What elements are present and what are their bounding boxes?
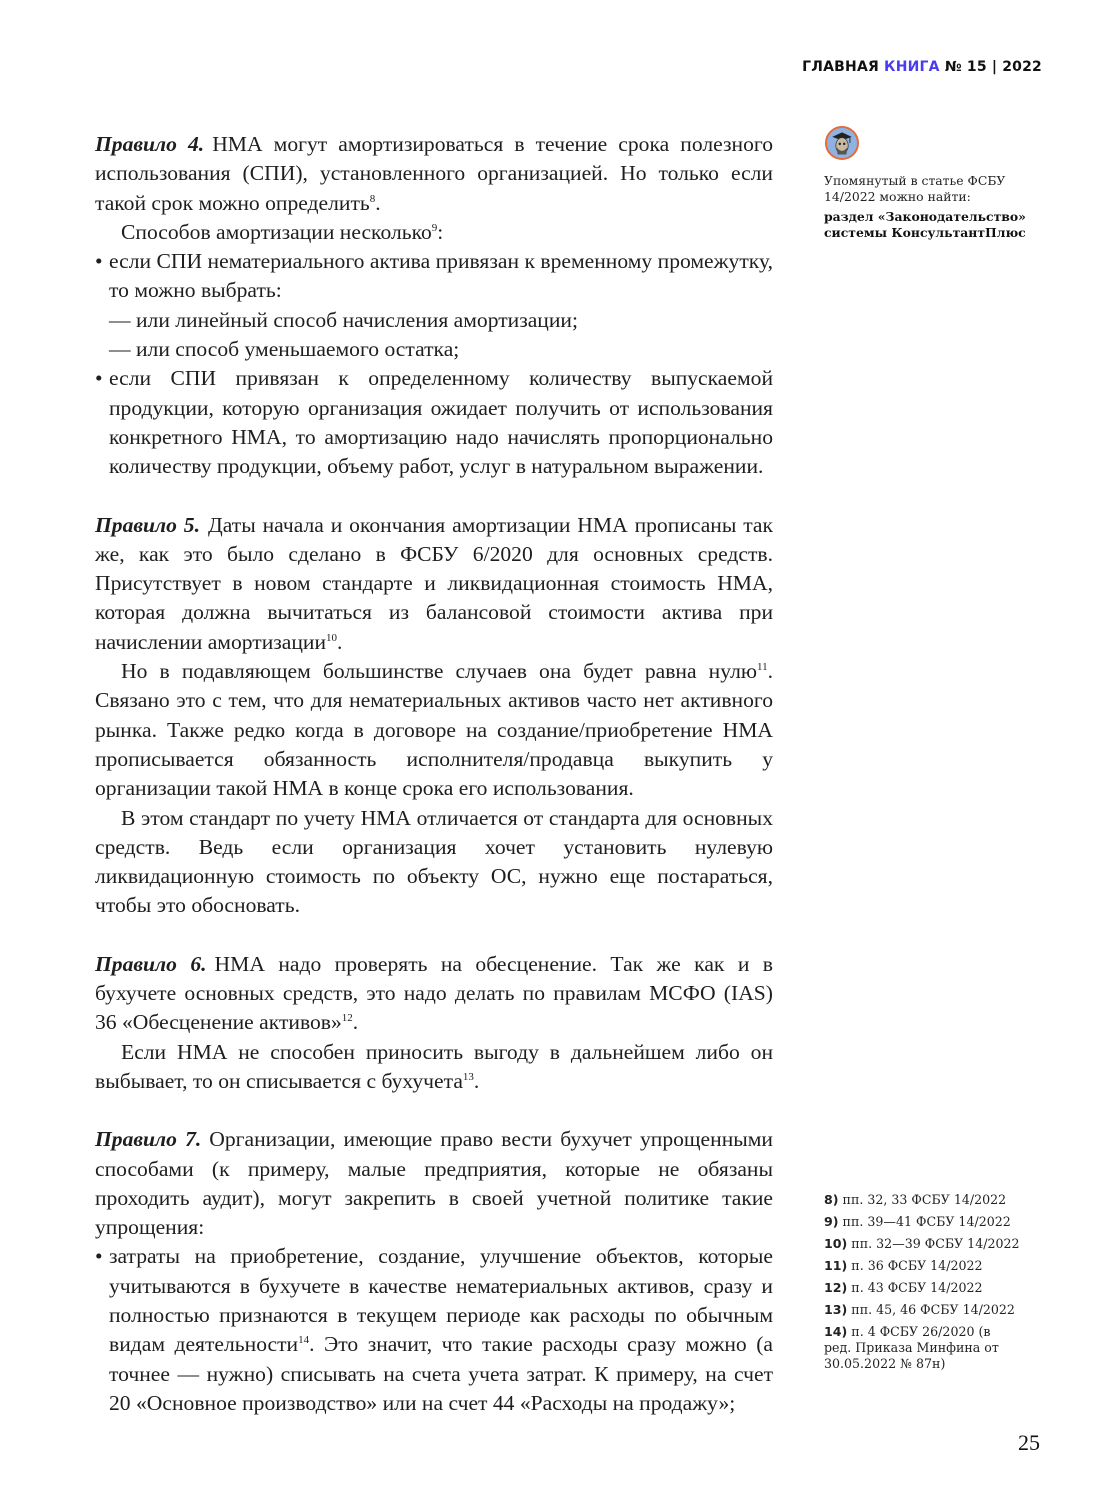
rule-label: Правило 5. (95, 512, 201, 537)
rule-label: Правило 4. (95, 132, 205, 156)
sidebar-note-text: Упомянутый в статье ФСБУ 14/2022 можно найти: (824, 173, 1006, 204)
footnote-ref[interactable]: 11 (757, 661, 768, 674)
rule-4-paragraph: Правило 4. НМА могут амортизироваться в течение срока полезного использования (СПИ), установленного организацией. Но только если такой срок можно определить$^8$. (95, 132, 773, 215)
bullet-icon: • (95, 249, 103, 274)
bullet-icon: • (95, 366, 103, 391)
footnote-item: 8) пп. 32, 33 ФСБУ 14/2022 (824, 1192, 1007, 1207)
dash-list (109, 306, 773, 365)
footnote-ref[interactable]: 8 (369, 192, 376, 205)
footnote-item: 12) п. 43 ФСБУ 14/2022 (824, 1280, 983, 1295)
rule-7 (95, 1125, 773, 1418)
rule-6-paragraph: Правило 6. НМА надо проверять на обесценение. Так же как и в бухучете основных средств, это надо делать по правилам МСФО (IAS) 36 «Обесценение активов»$^{12}$. (95, 951, 773, 1035)
footnote-item: 13) пп. 45, 46 ФСБУ 14/2022 (824, 1302, 1015, 1317)
list-item: • если СПИ нематериального актива привязан к временному промежутку, то можно выбрать: — или линейный способ начисления амортизации; — или способ уменьшаемого остатка; (95, 247, 773, 364)
rule-label: Правило 6. (95, 951, 207, 976)
article-body (95, 130, 773, 1447)
footnote-ref[interactable]: 13 (462, 1070, 474, 1083)
brand-name-part2: КНИГА (884, 59, 940, 75)
rule-4-methods-intro: Способов амортизации несколько$^9$: (121, 219, 444, 244)
rule-label: Правило 7. (95, 1127, 202, 1152)
rule-5 (95, 511, 773, 921)
footnote-item: 14) п. 4 ФСБУ 26/2020 (в ред. Приказа Минфина от 30.05.2022 № 87н) (824, 1324, 999, 1371)
rule-4 (95, 130, 773, 482)
list-item: • затраты на приобретение, создание, улучшение объектов, которые учитываются в бухучете в качестве нематериальных активов, сразу и полностью признаются в текущем периоде как расходы по обычным видам деятельности$^{14}$. Это значит, что такие расходы сразу можно (а точнее — нужно) списывать на счета учета затрат. К примеру, на счет 20 «Основное производство» или на счет 44 «Расходы на продажу»; (95, 1244, 773, 1415)
footnote-ref[interactable]: 12 (341, 1012, 353, 1025)
page-number: 25 (1018, 1430, 1040, 1455)
bullet-icon: • (95, 1244, 103, 1269)
rule-5-paragraph-2: Но в подавляющем большинстве случаев она будет равна нулю$^{11}$. Связано это с тем, что для нематериальных активов часто нет активного рынка. Также редко когда в договоре на создание/приобретение НМА прописывается обязанность исполнителя/продавца выкупить у организации такой НМА в конце срока его использования. (95, 659, 773, 801)
footnote-ref[interactable]: 9 (431, 221, 438, 234)
magazine-header (802, 59, 1042, 75)
dash-item: — или линейный способ начисления амортизации; (109, 307, 578, 332)
methods-list (95, 247, 773, 481)
footnotes (824, 1192, 1054, 1378)
rule-7-paragraph: Правило 7. Организации, имеющие право вести бухучет упрощенными способами (к примеру, малые предприятия, которые не обязаны проходить аудит), могут закрепить в своей учетной политике такие упрощения: (95, 1127, 773, 1240)
footnote-item: 9) пп. 39—41 ФСБУ 14/2022 (824, 1214, 1011, 1229)
sidebar-note (824, 173, 1054, 241)
rule-6-paragraph-2: Если НМА не способен приносить выгоду в дальнейшем либо он выбывает, то он списывается с бухучета$^{13}$. (95, 1039, 773, 1093)
sidebar-note-source: раздел «Законодательство» системы КонсультантПлюс (824, 209, 1026, 240)
simplifications-list (95, 1242, 773, 1418)
rule-5-paragraph: Правило 5. Даты начала и окончания амортизации НМА прописаны так же, как это было сделано в ФСБУ 6/2020 для основных средств. Присутствует в новом стандарте и ликвидационная стоимость НМА, которая должна вычитаться из балансовой стоимости актива при начислении амортизации$^{10}$. (95, 512, 773, 654)
rule-6 (95, 950, 773, 1096)
rule-5-paragraph-3: В этом стандарт по учету НМА отличается от стандарта для основных средств. Ведь если организация хочет установить нулевую ликвидационную стоимость по объекту ОС, нужно еще постараться, чтобы это обосновать. (95, 805, 773, 918)
footnote-item: 11) п. 36 ФСБУ 14/2022 (824, 1258, 983, 1273)
professor-avatar-icon (825, 126, 859, 160)
brand-name-part1: ГЛАВНАЯ (802, 59, 879, 75)
footnote-ref[interactable]: 10 (326, 631, 338, 644)
footnote-item: 10) пп. 32—39 ФСБУ 14/2022 (824, 1236, 1020, 1251)
dash-item: — или способ уменьшаемого остатка; (109, 337, 460, 362)
footnote-ref[interactable]: 14 (298, 1334, 310, 1347)
issue-number: № 15 | 2022 (944, 59, 1042, 75)
list-item: • если СПИ привязан к определенному количеству выпускаемой продукции, которую организация ожидает получить от использования конкретного НМА, то амортизацию надо начислять пропорционально количеству продукции, объему работ, услуг в натуральном выражении. (95, 366, 773, 479)
